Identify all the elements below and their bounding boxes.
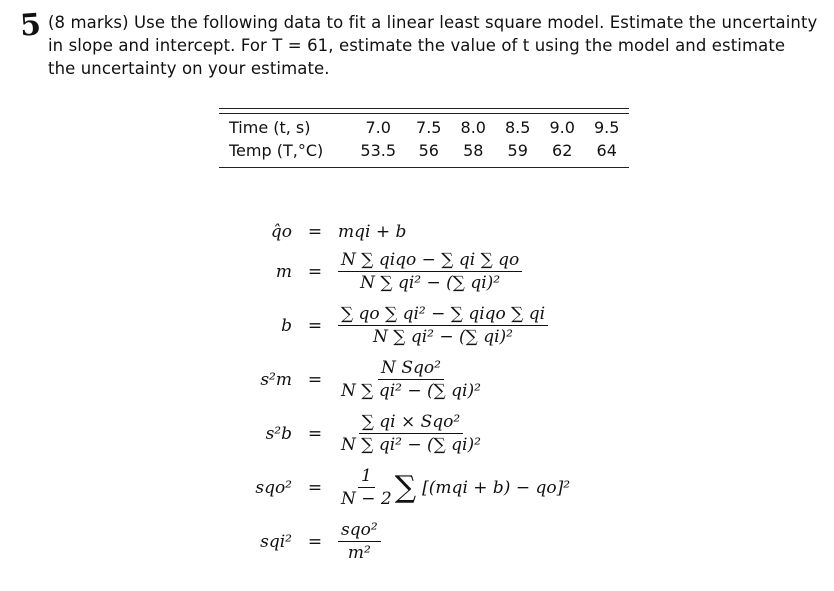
eq-lhs: m — [275, 261, 292, 282]
eq-fraction — [338, 520, 381, 563]
eq-denominator: N ∑ qi² − (∑ qi)² — [341, 435, 481, 455]
eq-denominator: m² — [347, 543, 371, 563]
eq-denominator: N ∑ qi² − (∑ qi)² — [360, 273, 501, 293]
table-row-time — [219, 116, 629, 139]
eq-lhs: sqi² — [260, 531, 292, 552]
eq-numerator: N Sqo² — [378, 358, 444, 380]
eq-rel: = — [307, 261, 323, 282]
equation-intercept — [230, 304, 548, 347]
row-label-temp: Temp (T,°C) — [229, 141, 324, 160]
eq-lhs: b — [281, 315, 292, 336]
table-cell: 9.0 — [549, 118, 575, 137]
equation-slope — [230, 250, 522, 293]
eq-lhs: s²b — [265, 423, 292, 444]
equation-intercept-uncertainty — [230, 412, 484, 455]
eq-rel: = — [307, 222, 323, 242]
eq-lhs: sqo² — [255, 477, 292, 498]
eq-fraction — [338, 358, 484, 401]
table-bottom-rule — [219, 167, 629, 168]
table-cell: 7.0 — [365, 118, 391, 137]
eq-numerator: N ∑ qiqo − ∑ qi ∑ qo — [338, 250, 522, 272]
equation-fit — [230, 222, 406, 242]
eq-rel: = — [307, 315, 323, 336]
question-number: 5 — [18, 7, 43, 44]
eq-fraction — [338, 412, 484, 455]
eq-numerator: ∑ qi × Sqo² — [359, 412, 464, 434]
row-label-time: Time (t, s) — [229, 118, 311, 137]
data-table — [219, 116, 629, 162]
equation-input-variance — [230, 520, 381, 563]
eq-fraction — [338, 466, 395, 509]
eq-fraction — [338, 250, 522, 293]
question-line-2: in slope and intercept. For T = 61, estimate the value of t using the model and estimate — [48, 36, 786, 55]
table-cell: 56 — [418, 141, 439, 160]
eq-rhs: mqi + b — [338, 222, 407, 242]
eq-numerator: ∑ qo ∑ qi² − ∑ qiqo ∑ qi — [338, 304, 548, 326]
table-cell: 8.5 — [505, 118, 531, 137]
table-cell: 58 — [463, 141, 484, 160]
eq-denominator: N ∑ qi² − (∑ qi)² — [341, 381, 481, 401]
question-line-3: the uncertainty on your estimate. — [48, 59, 330, 78]
eq-rel: = — [307, 531, 323, 552]
table-row-temp — [219, 139, 629, 162]
eq-numerator: sqo² — [338, 520, 381, 542]
table-cell: 9.5 — [594, 118, 620, 137]
table-cell: 53.5 — [360, 141, 397, 160]
eq-lhs: s²m — [260, 369, 292, 390]
eq-denominator: N − 2 — [341, 489, 392, 509]
table-cell: 64 — [596, 141, 617, 160]
eq-numerator: 1 — [358, 466, 375, 488]
table-cell: 7.5 — [416, 118, 442, 137]
eq-rel: = — [307, 369, 323, 390]
question-text — [48, 11, 818, 80]
summation-symbol: ∑ — [394, 470, 417, 505]
table-cell: 8.0 — [460, 118, 486, 137]
question-line-1: (8 marks) Use the following data to fit a linear least square model. Estimate the uncertainty — [48, 13, 818, 32]
table-cell: 62 — [552, 141, 573, 160]
eq-fraction — [338, 304, 548, 347]
equation-slope-uncertainty — [230, 358, 484, 401]
table-mid-rule — [219, 113, 629, 114]
equation-output-variance — [230, 466, 570, 509]
eq-lhs: q̂o — [270, 222, 292, 242]
eq-rel: = — [307, 477, 323, 498]
table-cell: 59 — [507, 141, 528, 160]
eq-tail: [(mqi + b) − qo]² — [422, 477, 571, 498]
table-top-rule — [219, 108, 629, 109]
eq-rel: = — [307, 423, 323, 444]
eq-denominator: N ∑ qi² − (∑ qi)² — [373, 327, 513, 347]
